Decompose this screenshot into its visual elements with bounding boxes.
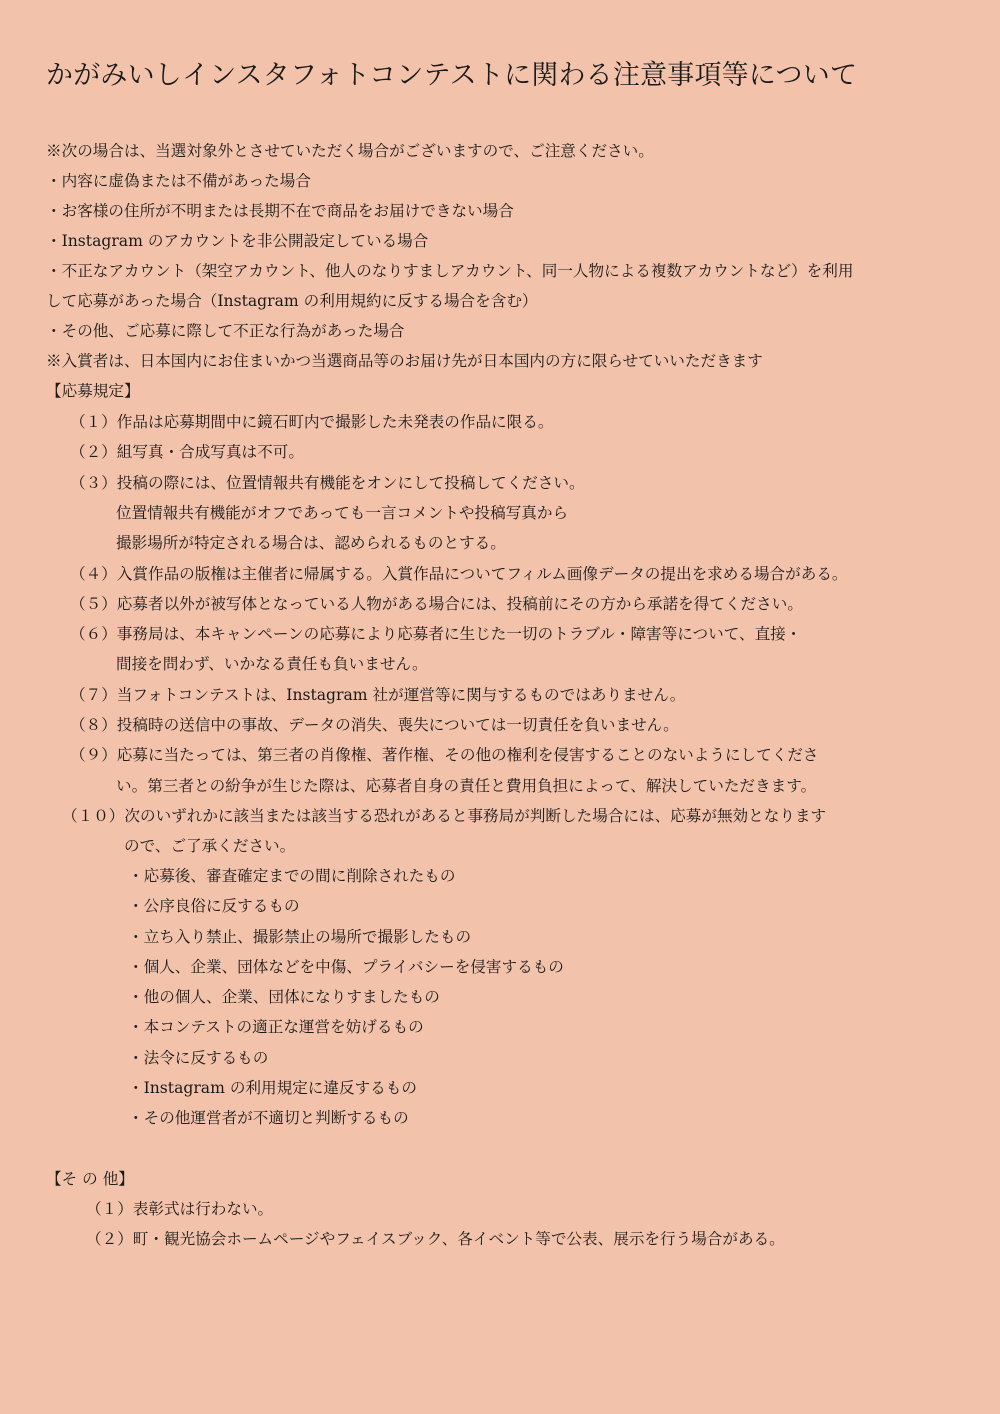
notes-item: ・内容に虚偽または不備があった場合 (46, 172, 311, 190)
notes-item-continued: して応募があった場合（Instagram の利用規約に反する場合を含む） (46, 292, 538, 310)
invalid-item: ・応募後、審査確定までの間に削除されたもの (128, 867, 456, 885)
invalid-item: ・個人、企業、団体などを中傷、プライバシーを侵害するもの (128, 958, 564, 976)
rules-heading: 【応募規定】 (46, 382, 140, 400)
other-line: （１）表彰式は行わない。 (86, 1200, 274, 1218)
rule-line-continued: 位置情報共有機能がオフであっても一言コメントや投稿写真から (116, 504, 569, 522)
rule-line-continued: 間接を問わず、いかなる責任も負いません。 (116, 655, 428, 673)
rule-line: （５）応募者以外が被写体となっている人物がある場合には、投稿前にその方から承諾を得てください。 (70, 595, 803, 613)
invalid-item: ・その他運営者が不適切と判断するもの (128, 1109, 409, 1127)
rule-line: （２）組写真・合成写真は不可。 (70, 443, 304, 461)
rule-line: （８）投稿時の送信中の事故、データの消失、喪失については一切責任を負いません。 (70, 716, 679, 734)
notes-intro: ※次の場合は、当選対象外とさせていただく場合がございますので、ご注意ください。 (46, 142, 654, 160)
rule-line: （３）投稿の際には、位置情報共有機能をオンにして投稿してください。 (70, 474, 585, 492)
winner-note: ※入賞者は、日本国内にお住まいかつ当選商品等のお届け先が日本国内の方に限らせていいただきます (46, 352, 763, 370)
page-title: かがみいしインスタフォトコンテストに関わる注意事項等について (46, 60, 858, 91)
rule-line-continued: ので、ご了承ください。 (124, 837, 296, 855)
notes-item: ・お客様の住所が不明または長期不在で商品をお届けできない場合 (46, 202, 514, 220)
rule-line: （６）事務局は、本キャンペーンの応募により応募者に生じた一切のトラブル・障害等について、直接・ (70, 625, 802, 643)
rule-line: （１０）次のいずれかに該当または該当する恐れがあると事務局が判断した場合には、応募が無効となります (62, 807, 827, 825)
rule-line: （１）作品は応募期間中に鏡石町内で撮影した未発表の作品に限る。 (70, 413, 554, 431)
notes-item: ・不正なアカウント（架空アカウント、他人のなりすましアカウント、同一人物による複数アカウントなど）を利用 (46, 262, 854, 280)
notes-item: ・その他、ご応募に際して不正な行為があった場合 (46, 322, 405, 340)
rule-line-continued: い。第三者との紛争が生じた際は、応募者自身の責任と費用負担によって、解決していただきます。 (116, 777, 817, 795)
other-line: （２）町・観光協会ホームページやフェイスブック、各イベント等で公表、展示を行う場合がある。 (86, 1230, 785, 1248)
invalid-item: ・公序良俗に反するもの (128, 897, 300, 915)
invalid-item: ・法令に反するもの (128, 1049, 269, 1067)
rule-line: （４）入賞作品の版権は主催者に帰属する。入賞作品についてフィルム画像データの提出を求める場合がある。 (70, 565, 848, 583)
other-heading: 【そ の 他】 (46, 1170, 134, 1188)
invalid-item: ・本コンテストの適正な運営を妨げるもの (128, 1018, 424, 1036)
rule-line: （７）当フォトコンテストは、Instagram 社が運営等に関与するものではありません。 (70, 686, 686, 704)
rule-line-continued: 撮影場所が特定される場合は、認められるものとする。 (116, 534, 506, 552)
invalid-item: ・Instagram の利用規定に違反するもの (128, 1079, 417, 1097)
invalid-item: ・他の個人、企業、団体になりすましたもの (128, 988, 440, 1006)
notes-item: ・Instagram のアカウントを非公開設定している場合 (46, 232, 429, 250)
rule-line: （９）応募に当たっては、第三者の肖像権、著作権、その他の権利を侵害することのないようにしてくださ (70, 746, 819, 764)
invalid-item: ・立ち入り禁止、撮影禁止の場所で撮影したもの (128, 928, 472, 946)
